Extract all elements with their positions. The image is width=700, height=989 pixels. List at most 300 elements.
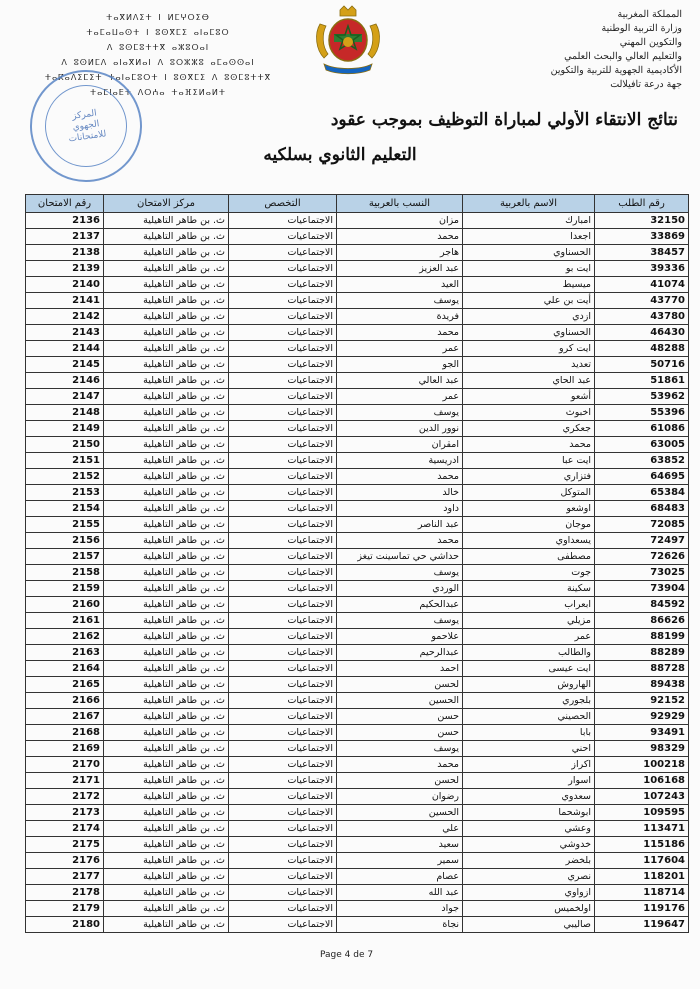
cell-exam-number: 2158 <box>26 565 104 581</box>
cell-request-number: 84592 <box>595 597 689 613</box>
cell-last-name: عبد الناصر <box>337 517 463 533</box>
table-row <box>26 293 689 309</box>
cell-first-name: اوشعو <box>463 501 595 517</box>
cell-exam-center: ث. بن طاهر التاهيلية <box>104 565 229 581</box>
table-row <box>26 261 689 277</box>
cell-first-name: الهاروش <box>463 677 595 693</box>
cell-first-name: اسوار <box>463 773 595 789</box>
cell-first-name: ايت بو <box>463 261 595 277</box>
cell-request-number: 68483 <box>595 501 689 517</box>
cell-first-name: مصطفى <box>463 549 595 565</box>
cell-request-number: 89438 <box>595 677 689 693</box>
table-row <box>26 917 689 933</box>
cell-request-number: 88728 <box>595 661 689 677</box>
document-subtitle: التعليم الثانوي بسلكيه <box>263 145 417 165</box>
table-row <box>26 229 689 245</box>
cell-last-name: يوسف <box>337 405 463 421</box>
cell-last-name: عبد الله <box>337 885 463 901</box>
cell-specialty: الاجتماعيات <box>229 613 337 629</box>
cell-first-name: عبد الحاي <box>463 373 595 389</box>
cell-request-number: 51861 <box>595 373 689 389</box>
cell-exam-number: 2166 <box>26 693 104 709</box>
cell-exam-number: 2147 <box>26 389 104 405</box>
cell-first-name: ايت كرو <box>463 341 595 357</box>
cell-request-number: 119176 <box>595 901 689 917</box>
cell-exam-number: 2180 <box>26 917 104 933</box>
cell-last-name: حسن <box>337 709 463 725</box>
cell-request-number: 109595 <box>595 805 689 821</box>
table-row <box>26 357 689 373</box>
cell-exam-number: 2153 <box>26 485 104 501</box>
cell-exam-number: 2152 <box>26 469 104 485</box>
cell-first-name: أشعو <box>463 389 595 405</box>
cell-exam-center: ث. بن طاهر التاهيلية <box>104 821 229 837</box>
cell-exam-center: ث. بن طاهر التاهيلية <box>104 357 229 373</box>
table-row <box>26 693 689 709</box>
cell-exam-number: 2160 <box>26 597 104 613</box>
cell-specialty: الاجتماعيات <box>229 693 337 709</box>
table-row <box>26 405 689 421</box>
table-row <box>26 597 689 613</box>
cell-last-name: حسن <box>337 725 463 741</box>
cell-request-number: 48288 <box>595 341 689 357</box>
cell-exam-center: ث. بن طاهر التاهيلية <box>104 917 229 933</box>
document-title: نتائج الانتقاء الأولي لمباراة التوظيف بموجب عقود <box>330 110 678 130</box>
cell-exam-number: 2171 <box>26 773 104 789</box>
cell-exam-number: 2159 <box>26 581 104 597</box>
cell-request-number: 117604 <box>595 853 689 869</box>
cell-exam-number: 2145 <box>26 357 104 373</box>
cell-request-number: 55396 <box>595 405 689 421</box>
cell-request-number: 86626 <box>595 613 689 629</box>
table-row <box>26 725 689 741</box>
cell-request-number: 119647 <box>595 917 689 933</box>
cell-specialty: الاجتماعيات <box>229 325 337 341</box>
cell-last-name: يوسف <box>337 613 463 629</box>
cell-exam-center: ث. بن طاهر التاهيلية <box>104 469 229 485</box>
cell-exam-center: ث. بن طاهر التاهيلية <box>104 501 229 517</box>
cell-last-name: رضوان <box>337 789 463 805</box>
cell-exam-center: ث. بن طاهر التاهيلية <box>104 725 229 741</box>
cell-first-name: احني <box>463 741 595 757</box>
cell-exam-center: ث. بن طاهر التاهيلية <box>104 853 229 869</box>
cell-exam-number: 2172 <box>26 789 104 805</box>
table-row <box>26 341 689 357</box>
column-header-request-number: رقم الطلب <box>595 195 689 213</box>
cell-exam-number: 2165 <box>26 677 104 693</box>
cell-last-name: عبد العزيز <box>337 261 463 277</box>
cell-exam-number: 2173 <box>26 805 104 821</box>
cell-specialty: الاجتماعيات <box>229 661 337 677</box>
cell-specialty: الاجتماعيات <box>229 645 337 661</box>
cell-exam-center: ث. بن طاهر التاهيلية <box>104 389 229 405</box>
cell-exam-center: ث. بن طاهر التاهيلية <box>104 245 229 261</box>
cell-last-name: عبدالرحيم <box>337 645 463 661</box>
cell-last-name: الوردي <box>337 581 463 597</box>
cell-exam-center: ث. بن طاهر التاهيلية <box>104 277 229 293</box>
cell-exam-number: 2139 <box>26 261 104 277</box>
table-row <box>26 837 689 853</box>
cell-exam-number: 2149 <box>26 421 104 437</box>
cell-exam-center: ث. بن طاهر التاهيلية <box>104 437 229 453</box>
cell-specialty: الاجتماعيات <box>229 469 337 485</box>
cell-exam-center: ث. بن طاهر التاهيلية <box>104 309 229 325</box>
cell-first-name: الحسناوي <box>463 245 595 261</box>
cell-specialty: الاجتماعيات <box>229 501 337 517</box>
cell-exam-center: ث. بن طاهر التاهيلية <box>104 645 229 661</box>
table-row <box>26 533 689 549</box>
cell-exam-number: 2137 <box>26 229 104 245</box>
cell-exam-center: ث. بن طاهر التاهيلية <box>104 229 229 245</box>
cell-specialty: الاجتماعيات <box>229 901 337 917</box>
cell-last-name: علاحمو <box>337 629 463 645</box>
cell-last-name: العيد <box>337 277 463 293</box>
cell-first-name: امبارك <box>463 213 595 229</box>
cell-first-name: بلجوري <box>463 693 595 709</box>
cell-specialty: الاجتماعيات <box>229 245 337 261</box>
table-row <box>26 885 689 901</box>
cell-exam-center: ث. بن طاهر التاهيلية <box>104 293 229 309</box>
column-header-exam-center: مركز الامتحان <box>104 195 229 213</box>
cell-exam-center: ث. بن طاهر التاهيلية <box>104 837 229 853</box>
cell-specialty: الاجتماعيات <box>229 917 337 933</box>
cell-request-number: 92152 <box>595 693 689 709</box>
cell-last-name: يوسف <box>337 565 463 581</box>
cell-last-name: علي <box>337 821 463 837</box>
page-number: Page 4 de 7 <box>320 950 374 960</box>
cell-request-number: 61086 <box>595 421 689 437</box>
cell-request-number: 63852 <box>595 453 689 469</box>
coat-of-arms-emblem <box>312 4 384 78</box>
cell-exam-number: 2179 <box>26 901 104 917</box>
cell-exam-center: ث. بن طاهر التاهيلية <box>104 757 229 773</box>
cell-request-number: 92929 <box>595 709 689 725</box>
table-row <box>26 853 689 869</box>
cell-request-number: 106168 <box>595 773 689 789</box>
cell-first-name: ابوشحما <box>463 805 595 821</box>
cell-exam-number: 2136 <box>26 213 104 229</box>
cell-first-name: سعدوي <box>463 789 595 805</box>
cell-exam-center: ث. بن طاهر التاهيلية <box>104 373 229 389</box>
cell-specialty: الاجتماعيات <box>229 405 337 421</box>
cell-exam-center: ث. بن طاهر التاهيلية <box>104 533 229 549</box>
column-header-specialty: التخصص <box>229 195 337 213</box>
cell-last-name: مزان <box>337 213 463 229</box>
tifinagh-header-line: ⴷ ⵓⵙⵍⵎⴷ ⴰⵏⴰⴳⵍⴰⵏ ⴷ ⵓⵔⵣⵣⵓ ⴰⵎⴰⵙⵙⴰⵏ <box>61 58 255 67</box>
cell-first-name: محمد <box>463 437 595 453</box>
cell-first-name: موجان <box>463 517 595 533</box>
cell-specialty: الاجتماعيات <box>229 421 337 437</box>
ministry-header-line: والتعليم العالي والبحث العلمي <box>564 51 682 62</box>
cell-exam-number: 2142 <box>26 309 104 325</box>
table-header-row <box>26 195 689 213</box>
ministry-header-line: المملكة المغربية <box>617 9 682 20</box>
results-table <box>25 194 689 933</box>
cell-first-name: فتزاري <box>463 469 595 485</box>
cell-specialty: الاجتماعيات <box>229 373 337 389</box>
cell-exam-center: ث. بن طاهر التاهيلية <box>104 901 229 917</box>
cell-request-number: 73904 <box>595 581 689 597</box>
cell-specialty: الاجتماعيات <box>229 789 337 805</box>
table-row <box>26 677 689 693</box>
tifinagh-header-line: ⵜⴰⴽⴰⴷⵉⵎⵉⵜ ⵜⴰⵏⴰⵎⵓⵔⵜ ⵏ ⵓⵙⴳⵎⵉ ⴷ ⵓⵙⵎⵓⵜⵜⴳ <box>44 73 272 82</box>
table-row <box>26 757 689 773</box>
cell-exam-number: 2176 <box>26 853 104 869</box>
cell-request-number: 33869 <box>595 229 689 245</box>
table-row <box>26 437 689 453</box>
cell-last-name: نجاة <box>337 917 463 933</box>
cell-specialty: الاجتماعيات <box>229 229 337 245</box>
cell-specialty: الاجتماعيات <box>229 837 337 853</box>
cell-exam-number: 2163 <box>26 645 104 661</box>
cell-request-number: 53962 <box>595 389 689 405</box>
table-row <box>26 565 689 581</box>
cell-request-number: 113471 <box>595 821 689 837</box>
cell-last-name: عبدالحكيم <box>337 597 463 613</box>
cell-specialty: الاجتماعيات <box>229 709 337 725</box>
cell-exam-center: ث. بن طاهر التاهيلية <box>104 421 229 437</box>
cell-exam-center: ث. بن طاهر التاهيلية <box>104 405 229 421</box>
cell-exam-center: ث. بن طاهر التاهيلية <box>104 613 229 629</box>
cell-exam-center: ث. بن طاهر التاهيلية <box>104 549 229 565</box>
cell-request-number: 98329 <box>595 741 689 757</box>
cell-exam-number: 2164 <box>26 661 104 677</box>
cell-request-number: 72626 <box>595 549 689 565</box>
cell-exam-number: 2138 <box>26 245 104 261</box>
cell-last-name: محمد <box>337 757 463 773</box>
table-row <box>26 773 689 789</box>
table-row <box>26 453 689 469</box>
table-row <box>26 789 689 805</box>
cell-first-name: الحصيني <box>463 709 595 725</box>
cell-exam-number: 2156 <box>26 533 104 549</box>
cell-request-number: 72085 <box>595 517 689 533</box>
cell-first-name: ازواوي <box>463 885 595 901</box>
cell-exam-center: ث. بن طاهر التاهيلية <box>104 773 229 789</box>
cell-request-number: 32150 <box>595 213 689 229</box>
table-row <box>26 549 689 565</box>
cell-exam-center: ث. بن طاهر التاهيلية <box>104 261 229 277</box>
cell-last-name: محمد <box>337 325 463 341</box>
table-row <box>26 661 689 677</box>
cell-first-name: ايت عيسى <box>463 661 595 677</box>
cell-first-name: بلخضر <box>463 853 595 869</box>
cell-exam-number: 2150 <box>26 437 104 453</box>
cell-first-name: المتوكل <box>463 485 595 501</box>
cell-last-name: نوور الدين <box>337 421 463 437</box>
table-row <box>26 645 689 661</box>
cell-first-name: ايت عبا <box>463 453 595 469</box>
table-row <box>26 373 689 389</box>
cell-request-number: 118201 <box>595 869 689 885</box>
cell-exam-center: ث. بن طاهر التاهيلية <box>104 885 229 901</box>
cell-request-number: 100218 <box>595 757 689 773</box>
cell-first-name: خدوشي <box>463 837 595 853</box>
cell-specialty: الاجتماعيات <box>229 869 337 885</box>
cell-request-number: 63005 <box>595 437 689 453</box>
table-row <box>26 485 689 501</box>
cell-specialty: الاجتماعيات <box>229 741 337 757</box>
cell-last-name: محمد <box>337 229 463 245</box>
cell-exam-center: ث. بن طاهر التاهيلية <box>104 869 229 885</box>
column-header-first-name: الاسم بالعربية <box>463 195 595 213</box>
cell-request-number: 43770 <box>595 293 689 309</box>
cell-specialty: الاجتماعيات <box>229 757 337 773</box>
table-row <box>26 469 689 485</box>
tifinagh-header-line: ⴷ ⵓⵙⵎⵓⵜⵜⴳ ⴰⵣⵓⵔⴰⵏ <box>106 43 210 52</box>
cell-exam-number: 2178 <box>26 885 104 901</box>
cell-exam-number: 2161 <box>26 613 104 629</box>
cell-last-name: داود <box>337 501 463 517</box>
cell-last-name: عبد العالي <box>337 373 463 389</box>
cell-specialty: الاجتماعيات <box>229 293 337 309</box>
table-row <box>26 901 689 917</box>
cell-last-name: عمر <box>337 389 463 405</box>
cell-exam-center: ث. بن طاهر التاهيلية <box>104 341 229 357</box>
cell-exam-center: ث. بن طاهر التاهيلية <box>104 789 229 805</box>
cell-request-number: 93491 <box>595 725 689 741</box>
column-header-last-name: النسب بالعربية <box>337 195 463 213</box>
cell-exam-center: ث. بن طاهر التاهيلية <box>104 213 229 229</box>
cell-last-name: لحسن <box>337 773 463 789</box>
stamp-line: الجهوي <box>71 118 100 133</box>
cell-first-name: الحسناوي <box>463 325 595 341</box>
cell-specialty: الاجتماعيات <box>229 629 337 645</box>
cell-exam-number: 2157 <box>26 549 104 565</box>
cell-exam-center: ث. بن طاهر التاهيلية <box>104 677 229 693</box>
cell-specialty: الاجتماعيات <box>229 485 337 501</box>
cell-last-name: ادريسية <box>337 453 463 469</box>
cell-request-number: 39336 <box>595 261 689 277</box>
table-row <box>26 517 689 533</box>
cell-first-name: صاليبي <box>463 917 595 933</box>
table-row <box>26 805 689 821</box>
cell-specialty: الاجتماعيات <box>229 261 337 277</box>
cell-request-number: 46430 <box>595 325 689 341</box>
cell-specialty: الاجتماعيات <box>229 357 337 373</box>
cell-exam-center: ث. بن طاهر التاهيلية <box>104 661 229 677</box>
cell-specialty: الاجتماعيات <box>229 277 337 293</box>
table-row <box>26 325 689 341</box>
cell-first-name: أيت بن علي <box>463 293 595 309</box>
cell-exam-center: ث. بن طاهر التاهيلية <box>104 805 229 821</box>
ministry-header-line: وزارة التربية الوطنية <box>601 23 682 34</box>
cell-last-name: سمير <box>337 853 463 869</box>
cell-exam-number: 2177 <box>26 869 104 885</box>
table-row <box>26 709 689 725</box>
cell-request-number: 64695 <box>595 469 689 485</box>
cell-exam-number: 2162 <box>26 629 104 645</box>
cell-specialty: الاجتماعيات <box>229 213 337 229</box>
cell-first-name: والطالب <box>463 645 595 661</box>
cell-last-name: هاجر <box>337 245 463 261</box>
ministry-header-arabic <box>432 8 682 92</box>
ministry-header-line: الأكاديمية الجهوية للتربية والتكوين <box>550 65 682 76</box>
cell-exam-number: 2141 <box>26 293 104 309</box>
table-row <box>26 869 689 885</box>
table-row <box>26 421 689 437</box>
table-row <box>26 581 689 597</box>
cell-exam-center: ث. بن طاهر التاهيلية <box>104 709 229 725</box>
table-row <box>26 277 689 293</box>
cell-exam-center: ث. بن طاهر التاهيلية <box>104 629 229 645</box>
cell-specialty: الاجتماعيات <box>229 581 337 597</box>
cell-exam-number: 2143 <box>26 325 104 341</box>
cell-last-name: محمد <box>337 469 463 485</box>
cell-specialty: الاجتماعيات <box>229 389 337 405</box>
ministry-header-line: والتكوين المهني <box>619 37 682 48</box>
cell-last-name: سعيد <box>337 837 463 853</box>
cell-last-name: الحسين <box>337 805 463 821</box>
cell-last-name: الحسين <box>337 693 463 709</box>
cell-last-name: عصام <box>337 869 463 885</box>
cell-first-name: ميسيط <box>463 277 595 293</box>
cell-exam-center: ث. بن طاهر التاهيلية <box>104 581 229 597</box>
cell-exam-number: 2154 <box>26 501 104 517</box>
cell-exam-number: 2144 <box>26 341 104 357</box>
cell-last-name: حداشي حي تماسينت تيغز <box>337 549 463 565</box>
cell-last-name: جواد <box>337 901 463 917</box>
cell-specialty: الاجتماعيات <box>229 437 337 453</box>
cell-request-number: 43780 <box>595 309 689 325</box>
table-row <box>26 821 689 837</box>
table-row <box>26 309 689 325</box>
cell-exam-number: 2155 <box>26 517 104 533</box>
cell-last-name: امقران <box>337 437 463 453</box>
cell-last-name: خالد <box>337 485 463 501</box>
cell-first-name: جوت <box>463 565 595 581</box>
cell-exam-number: 2169 <box>26 741 104 757</box>
cell-first-name: بابا <box>463 725 595 741</box>
cell-request-number: 50716 <box>595 357 689 373</box>
cell-specialty: الاجتماعيات <box>229 805 337 821</box>
cell-first-name: اخبوث <box>463 405 595 421</box>
cell-request-number: 88199 <box>595 629 689 645</box>
cell-specialty: الاجتماعيات <box>229 453 337 469</box>
cell-specialty: الاجتماعيات <box>229 533 337 549</box>
cell-first-name: تعديد <box>463 357 595 373</box>
cell-first-name: اكراز <box>463 757 595 773</box>
cell-request-number: 88289 <box>595 645 689 661</box>
cell-exam-number: 2175 <box>26 837 104 853</box>
cell-last-name: يوسف <box>337 293 463 309</box>
cell-specialty: الاجتماعيات <box>229 853 337 869</box>
cell-first-name: اجعدا <box>463 229 595 245</box>
cell-first-name: اولخميس <box>463 901 595 917</box>
cell-last-name: الجو <box>337 357 463 373</box>
cell-request-number: 115186 <box>595 837 689 853</box>
table-row <box>26 213 689 229</box>
column-header-exam-number: رقم الامتحان <box>26 195 104 213</box>
cell-first-name: مزيلي <box>463 613 595 629</box>
tifinagh-header-line: ⵜⴰⵎⴰⵡⴰⵙⵜ ⵏ ⵓⵙⴳⵎⵉ ⴰⵏⴰⵎⵓⵔ <box>86 28 230 37</box>
tifinagh-header-line: ⵜⴰⵎⵏⴰⴹⵜ ⴷⵔⵄⴰ ⵜⴰⴼⵉⵍⴰⵍⵜ <box>89 88 227 97</box>
cell-last-name: فريدة <box>337 309 463 325</box>
cell-last-name: عمر <box>337 341 463 357</box>
cell-exam-number: 2148 <box>26 405 104 421</box>
cell-specialty: الاجتماعيات <box>229 597 337 613</box>
cell-request-number: 41074 <box>595 277 689 293</box>
cell-request-number: 72497 <box>595 533 689 549</box>
cell-exam-center: ث. بن طاهر التاهيلية <box>104 485 229 501</box>
cell-specialty: الاجتماعيات <box>229 821 337 837</box>
tifinagh-header-line: ⵜⴰⴳⵍⴷⵉⵜ ⵏ ⵍⵎⵖⵔⵉⴱ <box>106 13 210 22</box>
cell-request-number: 65384 <box>595 485 689 501</box>
table-row <box>26 245 689 261</box>
cell-first-name: نصري <box>463 869 595 885</box>
cell-exam-center: ث. بن طاهر التاهيلية <box>104 741 229 757</box>
table-row <box>26 629 689 645</box>
